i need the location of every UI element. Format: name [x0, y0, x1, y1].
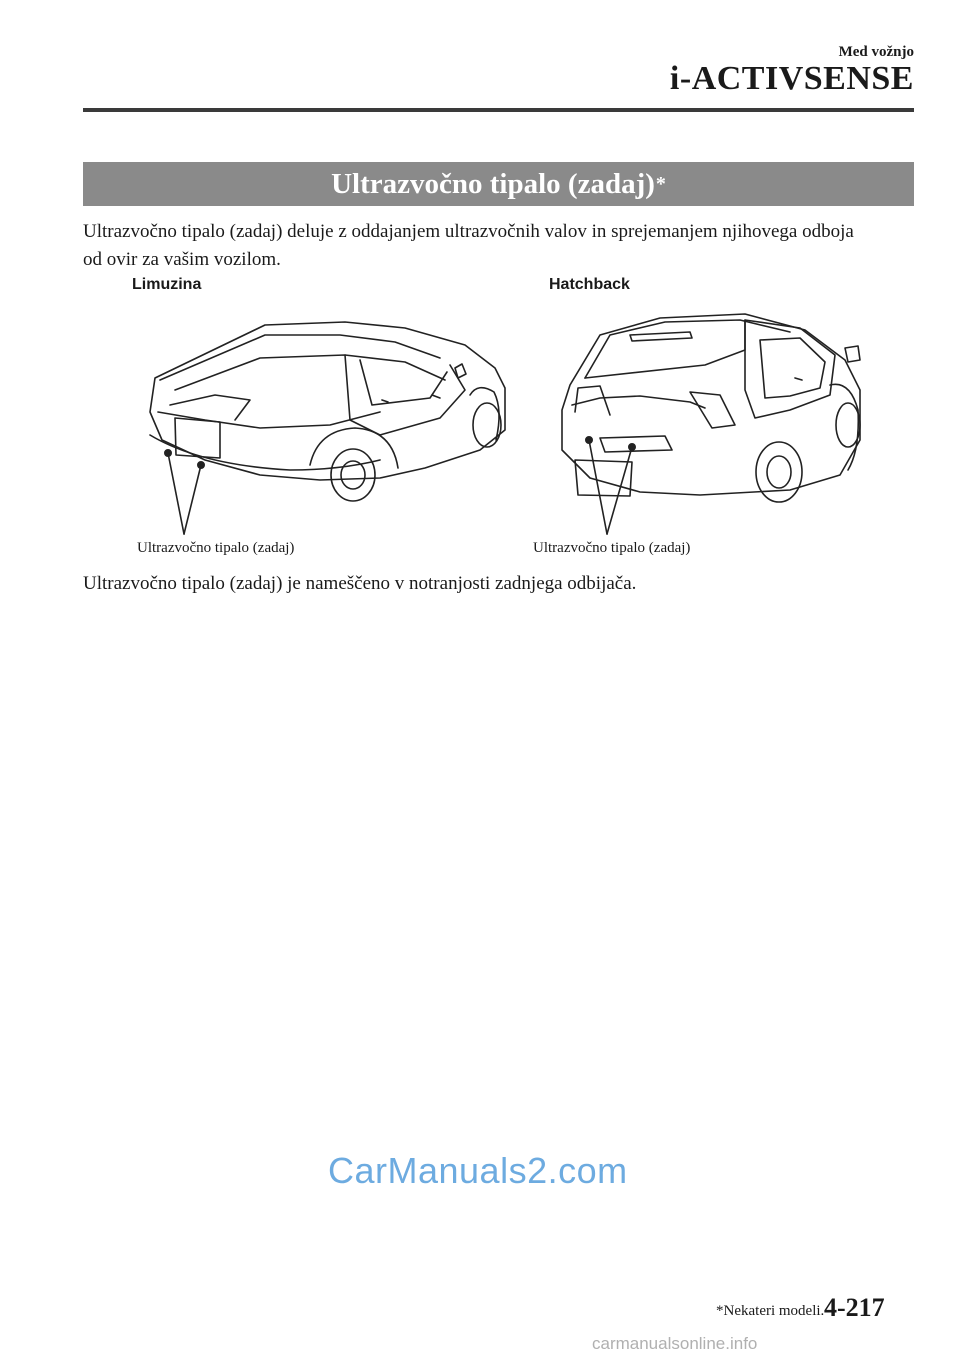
sedan-label: Limuzina: [132, 276, 202, 293]
page-number: 4-217: [824, 1293, 885, 1322]
hatchback-sensor-caption: Ultrazvočno tipalo (zadaj): [533, 540, 691, 556]
hatchback-leader-line-right: [607, 447, 632, 534]
sedan-leader-line-left: [168, 453, 184, 534]
topic-title-bar: Ultrazvočno tipalo (zadaj) *: [83, 162, 914, 206]
hatchback-label: Hatchback: [549, 276, 630, 293]
hatchback-illustration: [562, 314, 860, 502]
section-title: i-ACTIVSENSE: [669, 60, 914, 97]
topic-title: Ultrazvočno tipalo (zadaj): [331, 167, 655, 200]
sedan-sensor-markers: [165, 450, 204, 534]
sensor-location-illustration: [0, 300, 960, 545]
sedan-illustration: [150, 322, 505, 501]
sedan-sensor-caption: Ultrazvočno tipalo (zadaj): [137, 540, 295, 556]
watermark-logo: CarManuals2.com: [328, 1150, 628, 1191]
hatchback-leader-line-left: [589, 440, 607, 534]
header-divider: [83, 108, 914, 112]
footer-site-watermark: carmanualsonline.info: [592, 1334, 758, 1353]
sedan-leader-line-right: [184, 465, 201, 534]
footnote: *Nekateri modeli.: [716, 1303, 825, 1319]
intro-paragraph: Ultrazvočno tipalo (zadaj) deluje z oddajanjem ultrazvočnih valov in sprejemanjem njihovega odboja od ovir za vašim vozilom.: [83, 221, 854, 270]
chapter-title: Med vožnjo: [838, 44, 914, 60]
location-paragraph: Ultrazvočno tipalo (zadaj) je nameščeno v notranjosti zadnjega odbijača.: [83, 573, 637, 594]
